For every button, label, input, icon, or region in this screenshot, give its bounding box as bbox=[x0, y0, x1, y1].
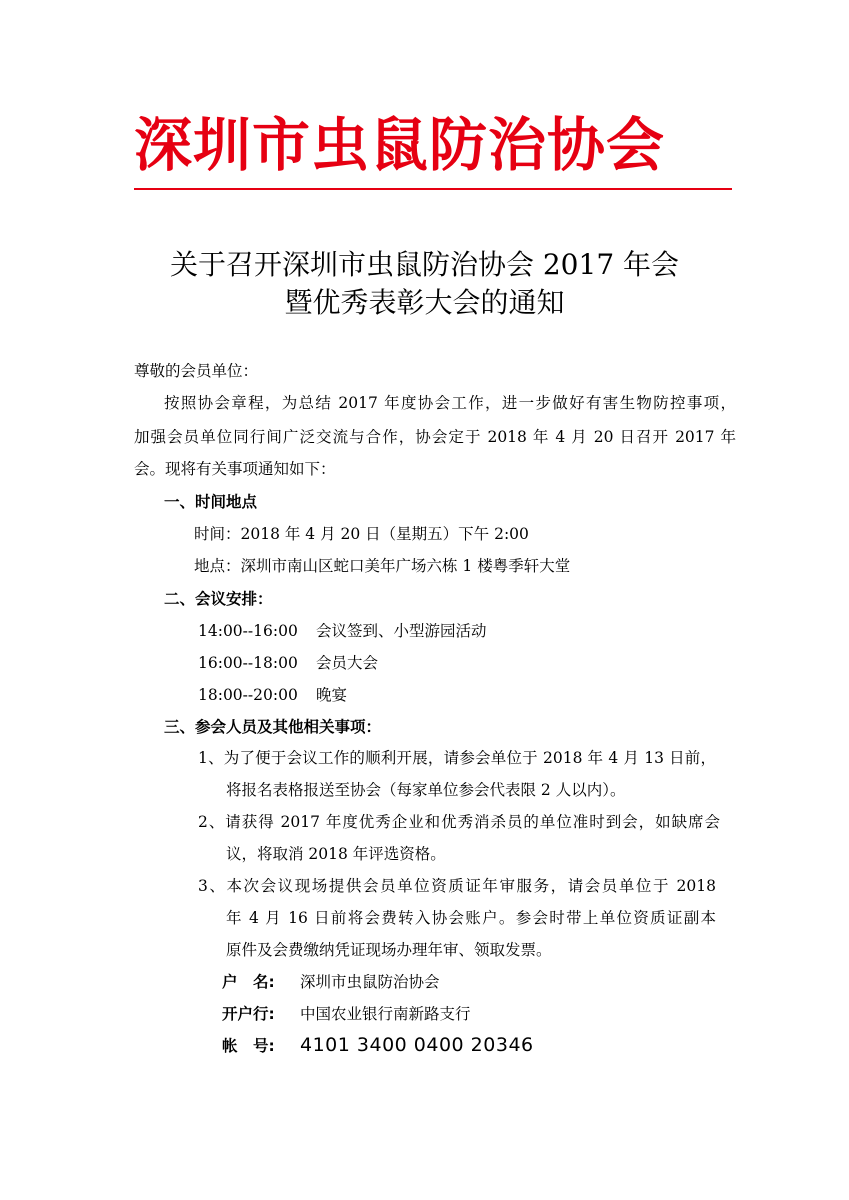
item-3-line-1: 3、本次会议现场提供会员单位资质证年审服务，请会员单位于 2018 bbox=[198, 877, 716, 895]
schedule-row bbox=[198, 620, 487, 642]
account-name-label: 户 名: bbox=[222, 973, 275, 991]
bank-label: 开户行: bbox=[222, 1005, 275, 1023]
letterhead-org-name: 深圳市虫鼠防治协会 bbox=[134, 111, 666, 179]
meeting-place: 地点：深圳市南山区蛇口美年广场六栋 1 楼粤季轩大堂 bbox=[194, 557, 571, 575]
item-1-line-2: 将报名表格报送至协会（每家单位参会代表限 2 人以内）。 bbox=[226, 781, 626, 799]
intro-line-3: 会。现将有关事项通知如下： bbox=[134, 460, 336, 478]
schedule-time: 14:00--16:00 bbox=[198, 622, 298, 640]
account-number-value: 4101 3400 0400 20346 bbox=[300, 1034, 534, 1056]
schedule-time: 18:00--20:00 bbox=[198, 686, 298, 704]
notice-title-line-2: 暨优秀表彰大会的通知 bbox=[284, 286, 565, 319]
item-3-line-3: 原件及会费缴纳凭证现场办理年审、领取发票。 bbox=[226, 941, 552, 959]
salutation: 尊敬的会员单位： bbox=[134, 362, 259, 380]
schedule-event: 会员大会 bbox=[316, 654, 379, 672]
schedule-event: 会议签到、小型游园活动 bbox=[316, 622, 487, 640]
schedule-time: 16:00--18:00 bbox=[198, 654, 298, 672]
item-2-line-1: 2、请获得 2017 年度优秀企业和优秀消杀员的单位准时到会，如缺席会 bbox=[198, 813, 720, 831]
item-3-line-2: 年 4 月 16 日前将会费转入协会账户。参会时带上单位资质证副本 bbox=[226, 909, 716, 927]
schedule-row bbox=[198, 684, 347, 706]
bank-value: 中国农业银行南新路支行 bbox=[300, 1005, 471, 1023]
meeting-time: 时间：2018 年 4 月 20 日（星期五）下午 2:00 bbox=[194, 525, 529, 543]
account-name-row bbox=[222, 971, 440, 993]
schedule-row bbox=[198, 652, 378, 674]
notice-title-line-1: 关于召开深圳市虫鼠防治协会 2017 年会 bbox=[169, 248, 680, 281]
schedule-event: 晚宴 bbox=[316, 686, 348, 704]
item-1-line-1: 1、为了便于会议工作的顺利开展，请参会单位于 2018 年 4 月 13 日前， bbox=[198, 749, 716, 767]
account-number-row bbox=[222, 1034, 534, 1057]
bank-row bbox=[222, 1003, 471, 1025]
section-3-heading: 三、参会人员及其他相关事项： bbox=[164, 718, 382, 736]
intro-line-2: 加强会员单位同行间广泛交流与合作，协会定于 2018 年 4 月 20 日召开 2017 年 bbox=[134, 428, 736, 446]
item-2-line-2: 议，将取消 2018 年评选资格。 bbox=[226, 845, 446, 863]
account-number-label: 帐 号: bbox=[222, 1037, 275, 1055]
section-1-heading: 一、时间地点 bbox=[164, 493, 258, 511]
letterhead-divider bbox=[134, 188, 732, 190]
section-2-heading: 二、会议安排： bbox=[164, 590, 273, 608]
intro-line-1: 按照协会章程，为总结 2017 年度协会工作，进一步做好有害生物防控事项， bbox=[164, 394, 736, 412]
account-name-value: 深圳市虫鼠防治协会 bbox=[300, 973, 440, 991]
